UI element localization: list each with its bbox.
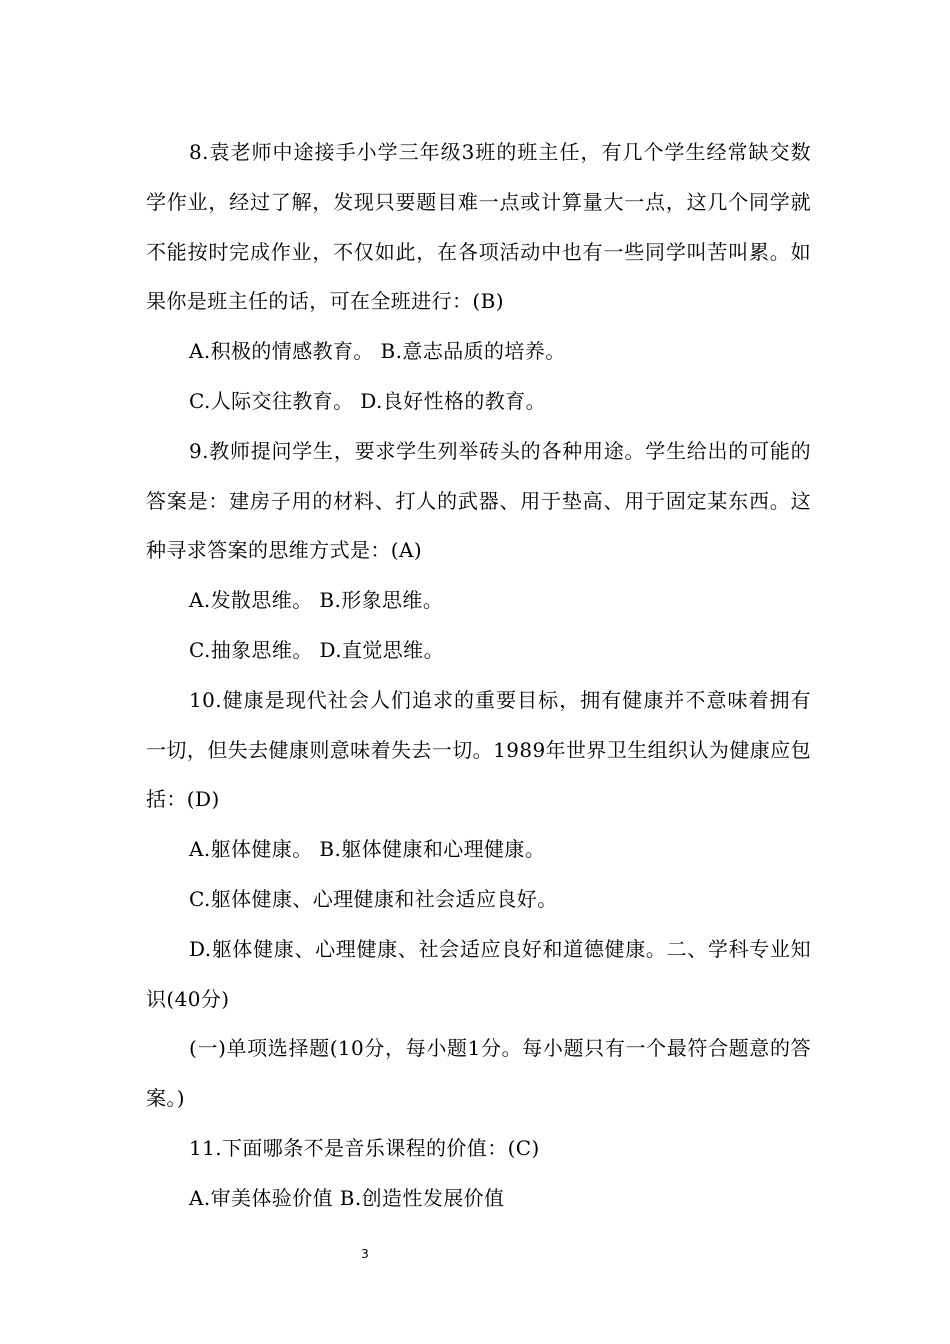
question-10-option-d-and-section-heading: D.躯体健康、心理健康、社会适应良好和道德健康。二、学科专业知识(40分) (146, 936, 811, 1011)
subsection-heading: (一)单项选择题(10分，每小题1分。每小题只有一个最符合题意的答案。) (146, 1036, 811, 1111)
question-10-option-c: C.躯体健康、心理健康和社会适应良好。 (189, 886, 558, 911)
question-10-options-ab: A.躯体健康。 B.躯体健康和心理健康。 (189, 837, 546, 862)
question-8-stem: 8.袁老师中途接手小学三年级3班的班主任，有几个学生经常缺交数学作业，经过了解，发现只要题目难一点或计算量大一点，这几个同学就不能按时完成作业，不仅如此，在各项活动中也有一些同学叫苦叫累。如果你是班主任的话，可在全班进行：(B) (146, 140, 811, 314)
question-11-stem: 11.下面哪条不是音乐课程的价值：(C) (189, 1135, 540, 1160)
question-10-stem: 10.健康是现代社会人们追求的重要目标，拥有健康并不意味着拥有一切，但失去健康则意味着失去一切。1989年世界卫生组织认为健康应包括：(D) (146, 687, 811, 812)
question-8-options-cd: C.人际交往教育。 D.良好性格的教育。 (189, 388, 546, 413)
question-11-options-ab: A.审美体验价值 B.创造性发展价值 (189, 1185, 505, 1210)
document-body (146, 128, 811, 1224)
question-9-stem: 9.教师提问学生，要求学生列举砖头的各种用途。学生给出的可能的答案是：建房子用的材料、打人的武器、用于垫高、用于固定某东西。这种寻求答案的思维方式是：(A) (146, 438, 811, 563)
question-9-options-cd: C.抽象思维。 D.直觉思维。 (189, 637, 444, 662)
question-9-options-ab: A.发散思维。 B.形象思维。 (189, 588, 444, 613)
page-number: 3 (361, 1247, 369, 1261)
question-8-options-ab: A.积极的情感教育。 B.意志品质的培养。 (189, 339, 566, 364)
